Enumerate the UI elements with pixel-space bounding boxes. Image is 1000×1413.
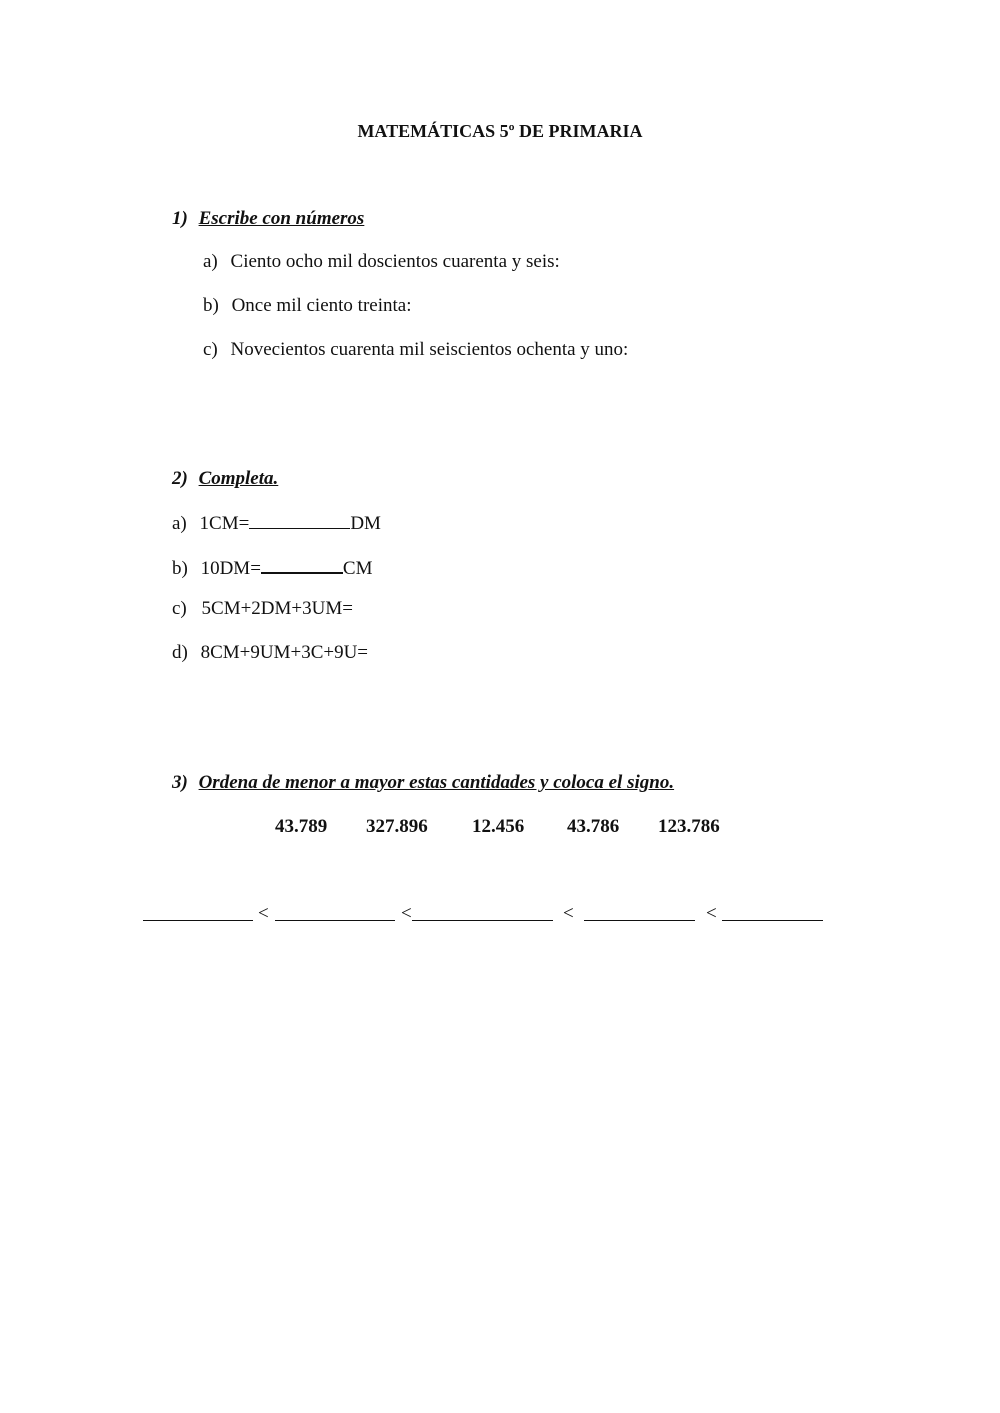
item-text: Once mil ciento treinta: xyxy=(231,295,412,316)
item-letter: a) xyxy=(203,251,218,272)
section-2-item-b xyxy=(172,556,373,578)
item-after: DM xyxy=(350,513,381,534)
less-than-sign: < xyxy=(706,903,717,924)
item-letter: b) xyxy=(203,295,219,316)
section-2-item-c xyxy=(172,599,353,618)
quantity-4: 43.786 xyxy=(567,816,620,837)
quantity-1: 43.789 xyxy=(275,816,328,837)
order-blank-3[interactable] xyxy=(412,904,553,921)
less-than-sign: < xyxy=(258,903,269,924)
order-blank-5[interactable] xyxy=(722,904,823,921)
section-1-number: 1) xyxy=(172,208,188,229)
item-letter: b) xyxy=(172,558,188,579)
item-before: 10DM= xyxy=(200,558,261,579)
section-2-item-a xyxy=(172,512,381,533)
item-before: 1CM= xyxy=(199,513,250,534)
less-than-sign: < xyxy=(563,903,574,924)
item-letter: c) xyxy=(203,339,218,360)
less-than-sign: < xyxy=(401,903,412,924)
item-letter: a) xyxy=(172,513,187,534)
order-blank-4[interactable] xyxy=(584,904,695,921)
item-letter: c) xyxy=(172,598,187,619)
section-1-item-b xyxy=(203,296,411,315)
answer-blank[interactable] xyxy=(249,512,350,529)
section-2-number: 2) xyxy=(172,468,188,489)
section-1-item-a xyxy=(203,252,560,271)
section-1-title: Escribe con números xyxy=(198,208,365,229)
section-1-item-c xyxy=(203,340,628,359)
order-blank-1[interactable] xyxy=(143,904,253,921)
item-text: Ciento ocho mil doscientos cuarenta y seis: xyxy=(230,251,560,272)
quantity-2: 327.896 xyxy=(366,816,428,837)
item-letter: d) xyxy=(172,642,188,663)
section-3-heading xyxy=(172,773,674,792)
section-2-heading xyxy=(172,469,278,488)
page-title: MATEMÁTICAS 5º DE PRIMARIA xyxy=(357,121,643,141)
quantity-5: 123.786 xyxy=(658,816,720,837)
section-2-title: Completa. xyxy=(198,468,279,489)
item-after: CM xyxy=(342,558,373,579)
answer-blank[interactable] xyxy=(261,556,343,574)
quantity-3: 12.456 xyxy=(472,816,525,837)
item-text: 8CM+9UM+3C+9U= xyxy=(200,642,369,663)
item-text: Novecientos cuarenta mil seiscientos ochenta y uno: xyxy=(230,339,629,360)
section-3-number: 3) xyxy=(172,772,188,793)
order-blank-2[interactable] xyxy=(275,904,395,921)
section-2-item-d xyxy=(172,643,368,662)
section-1-heading xyxy=(172,209,364,228)
section-3-title: Ordena de menor a mayor estas cantidades y coloca el signo. xyxy=(198,772,675,793)
item-text: 5CM+2DM+3UM= xyxy=(201,598,353,619)
